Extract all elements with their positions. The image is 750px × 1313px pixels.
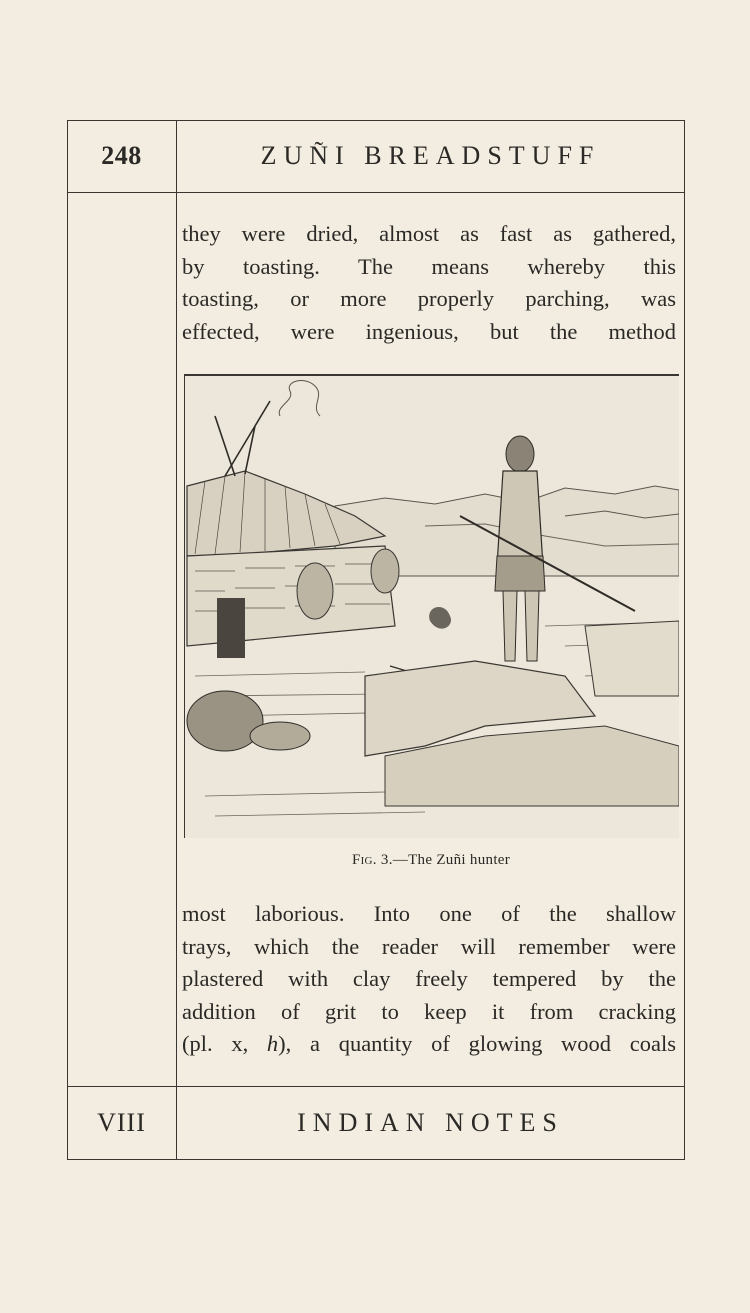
text-line: (pl. x, h), a quantity of glowing wood coals (182, 1031, 676, 1056)
hunter-illustration (185, 376, 679, 838)
text-line: most laborious. Into one of the shallow (182, 901, 676, 926)
text-line: trays, which the reader will remember were (182, 933, 676, 959)
figure-illustration (184, 374, 679, 838)
section-number: VIII (97, 1108, 146, 1137)
caption-text: —The Zuñi hunter (392, 852, 511, 868)
footer-title: INDIAN NOTES (297, 1108, 564, 1137)
header-rule (67, 192, 685, 193)
figure-caption (184, 852, 678, 869)
text-line: toasting, or more properly parching, was (182, 286, 676, 311)
text-line: addition of grit to keep it from cracking (182, 998, 676, 1024)
running-head: ZUÑI BREADSTUFF (260, 141, 601, 170)
text-line: effected, were ingenious, but the method (182, 318, 676, 344)
paragraph-top (182, 218, 676, 348)
page-number: 248 (101, 141, 142, 170)
text-line: plastered with clay freely tempered by the (182, 966, 676, 991)
text-line: by toasting. The means whereby this (182, 253, 676, 279)
caption-prefix: Fig. 3. (351, 852, 393, 868)
text-line: they were dried, almost as fast as gathered, (182, 221, 676, 246)
paragraph-bottom (182, 898, 676, 1061)
margin-rule (176, 120, 177, 1160)
